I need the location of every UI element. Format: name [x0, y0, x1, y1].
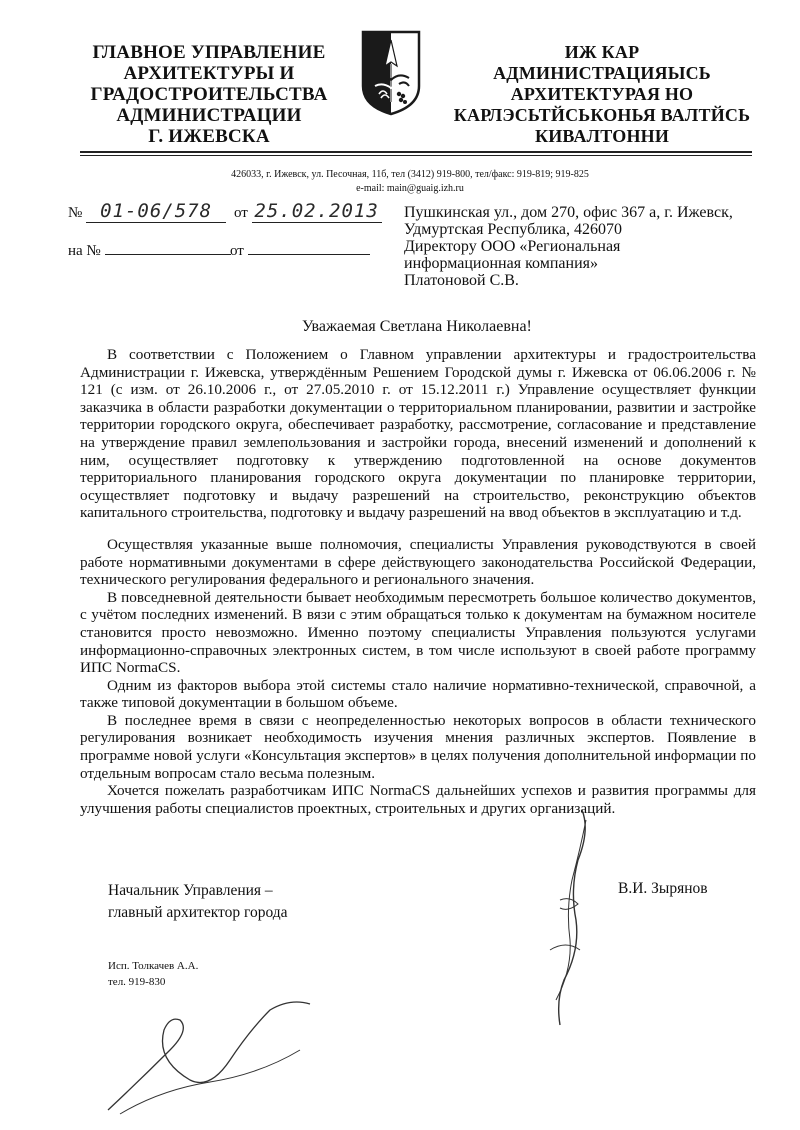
reference-date-field: от	[230, 240, 370, 260]
executor-phone: тел. 919-830	[108, 976, 166, 988]
email-line: e-mail: main@guaig.izh.ru	[356, 183, 464, 194]
paragraph: В последнее время в связи с неопределенностью некоторых вопросов в области технического регулирования возникает необходимость изучения мнения различных экспертов. Появление в программе новой услуги «Консультация экспертов» в целях получения дополнительной информации по отдельным вопросам стало весьма полезным.	[80, 711, 756, 782]
issuer-name-udmurt: ИЖ КАР АДМИНИСТРАЦИЯЫСЬ АРХИТЕКТУРАЯ НО КАРЛЭСЬТЙСЬКОНЬЯ ВАЛТЙСЬ КИВАЛТОННИ	[453, 42, 751, 146]
address-line: 426033, г. Ижевск, ул. Песочная, 11б, тел (3412) 919-800, тел/факс: 919-819; 919-825	[231, 169, 589, 180]
outgoing-date: 25.02.2013	[252, 200, 382, 223]
reference-date-blank	[248, 240, 370, 255]
header-divider-thin	[80, 155, 752, 156]
initials-scribble	[100, 990, 330, 1120]
handwritten-signature	[520, 800, 610, 1030]
header-divider-thick	[80, 151, 752, 153]
executor-name: Исп. Толкачев А.А.	[108, 960, 199, 972]
paragraph: Одним из факторов выбора этой системы стало наличие нормативно-технической, справочной, а также типовой документации в большом объеме.	[80, 676, 756, 712]
executor-block	[108, 958, 198, 990]
city-coat-of-arms	[359, 28, 423, 116]
reference-number-blank	[105, 240, 231, 255]
outgoing-date-field: от 25.02.2013	[234, 200, 382, 223]
paragraph: В соответствии с Положением о Главном управлении архитектуры и градостроительства Администрации г. Ижевска, утверждённым Решением Городской думы г. Ижевска от 06.06.2006 г. № 121 (с изм. от 26.10.2006 г., от 27.05.2010 г. от 15.12.2011 г.) Управление осуществляет функции заказчика в области разработки документации о территориальном планировании, развитии и застройке территории городского округа, обеспечивает разработку, рассмотрение, согласование и представление на утверждение правил землепользования и застройки города, внесений изменений и дополнений к ним, осуществляет подготовку к утверждению подготовленной на основе документов территориального планирования городского округа документации по планировке территории, осуществляет подготовку и выдачу разрешений на строительство, реконструкцию объектов капитального строительства, подготовку и выдачу разрешений на ввод объектов в эксплуатацию и т.д.	[80, 346, 756, 522]
paragraph: Осуществляя указанные выше полномочия, специалисты Управления руководствуются в своей работе нормативными документами в сфере действующего законодательства Российской Федерации, технического регулирования федерального и регионального значения.	[80, 535, 756, 589]
paragraph: Хочется пожелать разработчикам ИПС NormaCS дальнейших успехов и развития программы для улучшения работы специалистов проектных, строительных и других организаций.	[80, 782, 756, 817]
recipient-block: Пушкинская ул., дом 270, офис 367 а, г. Ижевск, Удмуртская Республика, 426070 Директору ООО «Региональная информационная компания» Платоновой С.В.	[404, 204, 733, 289]
issuer-name-russian: ГЛАВНОЕ УПРАВЛЕНИЕ АРХИТЕКТУРЫ И ГРАДОСТРОИТЕЛЬСТВА АДМИНИСТРАЦИИ Г. ИЖЕВСКА	[90, 42, 328, 147]
letter-body	[80, 346, 756, 817]
outgoing-number-field: № 01-06/578	[68, 200, 226, 223]
greeting: Уважаемая Светлана Николаевна!	[302, 318, 532, 335]
signer-name: В.И. Зырянов	[618, 880, 708, 897]
issuer-contact-block	[160, 168, 660, 196]
outgoing-number: 01-06/578	[86, 200, 226, 223]
reference-number-field: на №	[68, 240, 231, 260]
paragraph: В повседневной деятельности бывает необходимым пересмотреть большое количество документов, с учётом последних изменений. В вязи с этим обращаться только к документам на бумажном носителе становится просто невозможно. Именно поэтому специалисты Управления пользуются услугами информационно-справочных электронных систем, в том числе используют в своей работе программу ИПС NormaCS.	[80, 588, 756, 677]
signer-title: Начальник Управления – главный архитектор города	[108, 882, 288, 921]
